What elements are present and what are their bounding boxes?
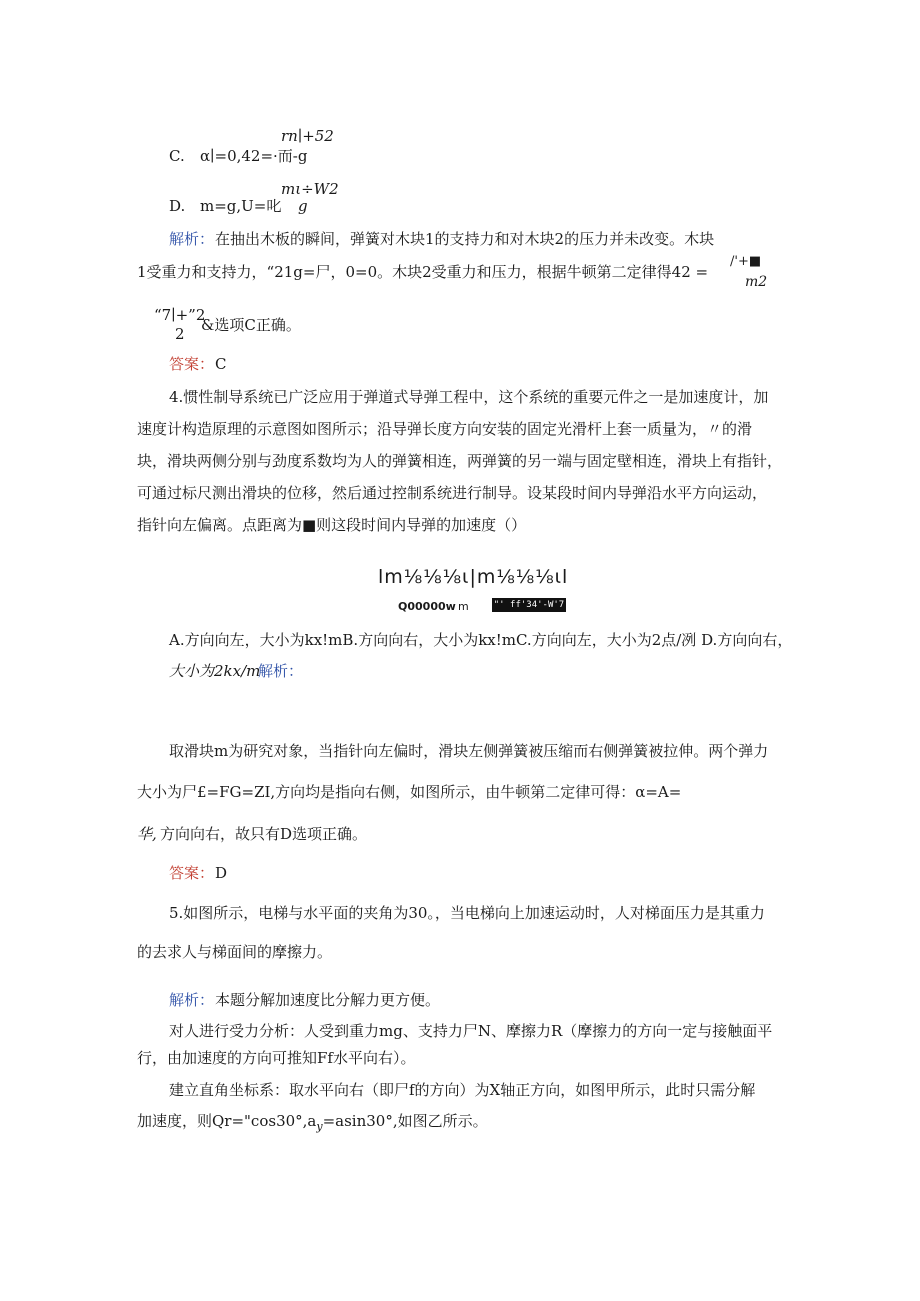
q5-analysis-line5-main: 加速度，则Qr="cos30°,a (137, 1112, 317, 1130)
q4-analysis-line3: 方向向右，故只有D选项正确。 (160, 825, 368, 843)
q4-answer-label: 答案： (169, 864, 215, 882)
q5-analysis-line2: 对人进行受力分析：人受到重力mg、支持力尸N、摩擦力R（摩擦力的方向一定与接触面平 (169, 1022, 773, 1040)
option-d-formula-tail: g (298, 197, 308, 215)
q3-answer-value: C (215, 355, 227, 373)
q4-figure-mass-label: m (458, 600, 469, 613)
q3-analysis-frac-top: /'+■ (730, 254, 762, 269)
q4-line4: 可通过标尺测出滑块的位移，然后通过控制系统进行制导。设某段时间内导弹沿水平方向运动， (137, 484, 768, 502)
q5-analysis-line5 (137, 1111, 488, 1137)
option-d-label: D. (169, 197, 186, 215)
q4-figure-scale: Q00000w (398, 600, 456, 613)
q4-analysis-label: 解析： (258, 662, 304, 680)
q5-analysis-line1: 本题分解加速度比分解力更方便。 (215, 991, 441, 1009)
q3-analysis-line1: 在抽出木板的瞬间，弹簧对木块1的支持力和对木块2的压力并未改变。木块 (215, 230, 715, 248)
q4-line5: 指针向左偏离。点距离为■则这段时间内导弹的加速度（） (137, 516, 527, 534)
q5-analysis-line3: 行，由加速度的方向可推知Ff水平向右）。 (137, 1049, 416, 1067)
q4-options-line2: 大小为2kx/m (169, 662, 261, 680)
option-d-formula: m=g,U=叱 (200, 197, 282, 215)
q5-analysis-line4: 建立直角坐标系：取水平向右（即尸f的方向）为X轴正方向，如图甲所示，此时只需分解 (169, 1081, 756, 1099)
q5-line2: 的去求人与梯面间的摩擦力。 (137, 943, 333, 961)
q5-analysis-label: 解析： (169, 991, 215, 1009)
q5-analysis-line5-sub: y (316, 1120, 323, 1133)
q4-figure-springs: lm⅛⅛⅛ι|m⅛⅛⅛ιl (378, 566, 569, 588)
q4-line1: 4.惯性制导系统已广泛应用于弹道式导弹工程中，这个系统的重要元件之一是加速度计，加 (169, 388, 769, 406)
q3-analysis-line3-bottom: 2 (175, 325, 185, 343)
q3-analysis-frac-bottom: m2 (745, 274, 768, 290)
q4-analysis-line2: 大小为尸£=FG=ZI,方向均是指向右侧，如图所示，由牛顿第二定律可得：α=A= (137, 783, 682, 801)
q4-options-line1: A.方向向左，大小为kx!mB.方向向右，大小为kx!mC.方向向左，大小为2点/冽 D.方向向右， (169, 631, 793, 649)
q4-analysis-line3-symbol: 华, (137, 825, 157, 843)
q3-analysis-label: 解析： (169, 230, 215, 248)
q5-line1: 5.如图所示，电梯与水平面的夹角为30。，当电梯向上加速运动时，人对梯面压力是其重力 (169, 904, 765, 922)
q4-line3: 块，滑块两侧分别与劲度系数均为人的弹簧相连，两弹簧的另一端与固定壁相连，滑块上有指针， (137, 452, 783, 470)
q3-analysis-line2: 1受重力和支持力，“21g=尸，0=0。木块2受重力和压力，根据牛顿第二定律得42 = (137, 263, 709, 281)
q4-figure-ruler: "' ff'34'-W'7 ff" (493, 600, 565, 624)
q4-answer-value: D (215, 864, 228, 882)
q3-analysis-line3: &选项C正确。 (201, 316, 301, 334)
option-d-formula-top: mι÷W2 (281, 180, 339, 198)
q4-analysis-line1: 取滑块m为研究对象，当指针向左偏时，滑块左侧弹簧被压缩而右侧弹簧被拉伸。两个弹力 (169, 742, 769, 760)
option-c-formula-top: rn∣+52 (281, 127, 334, 145)
q4-line2: 速度计构造原理的示意图如图所示；沿导弹长度方向安装的固定光滑杆上套一质量为，〃的滑 (137, 420, 753, 438)
option-c-formula: α∣=0,42=·而-g (200, 147, 308, 165)
q3-analysis-line3-top: “7∣+”2 (154, 306, 206, 324)
q5-analysis-line5-tail: =asin30°,如图乙所示。 (322, 1112, 488, 1130)
option-c-label: C. (169, 147, 185, 165)
q3-answer-label: 答案： (169, 355, 215, 373)
